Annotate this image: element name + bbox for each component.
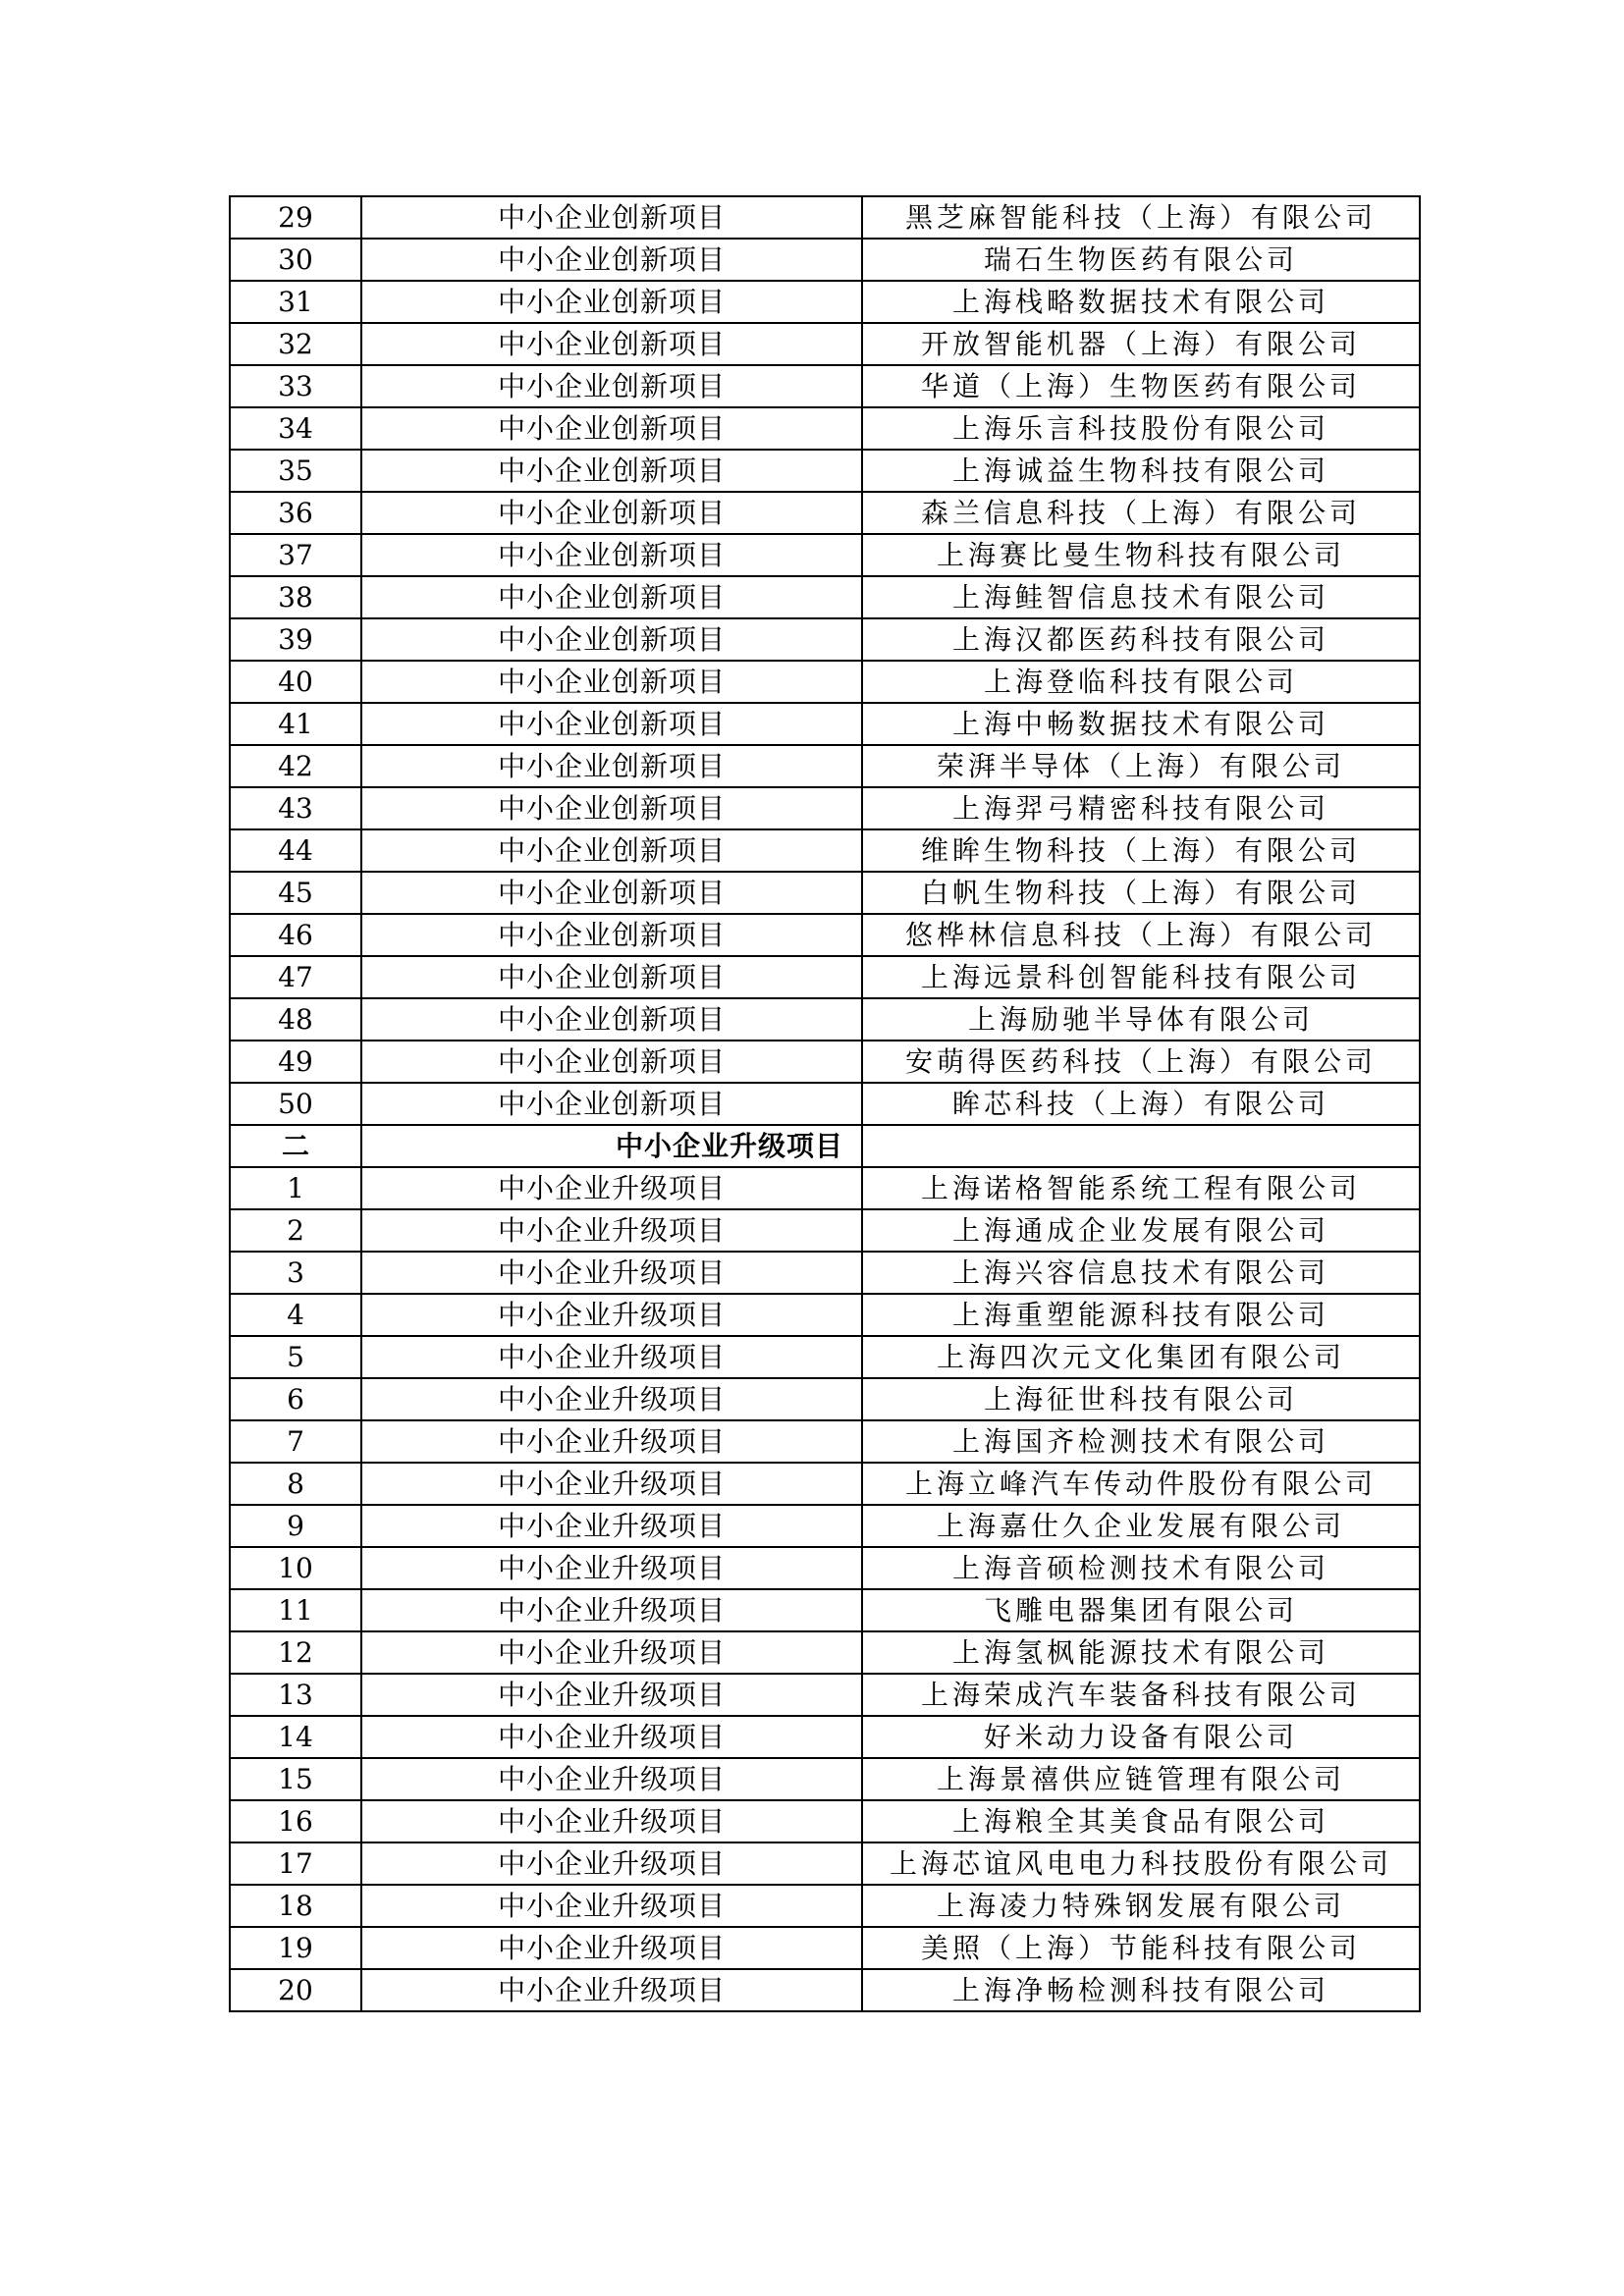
project-category-cell: 中小企业升级项目 [361,1420,862,1463]
company-name-cell: 上海中畅数据技术有限公司 [862,703,1420,745]
company-name-cell: 华道（上海）生物医药有限公司 [862,365,1420,407]
project-category-cell: 中小企业创新项目 [361,998,862,1041]
company-name-cell: 好米动力设备有限公司 [862,1716,1420,1758]
table-row [230,1083,1420,1125]
company-name-cell: 上海汉都医药科技有限公司 [862,618,1420,661]
row-number-cell: 36 [230,492,361,534]
project-category-cell: 中小企业创新项目 [361,576,862,618]
table-row [230,998,1420,1041]
project-category-cell: 中小企业升级项目 [361,1885,862,1927]
project-category-cell: 中小企业升级项目 [361,1547,862,1589]
row-number-cell: 45 [230,872,361,914]
project-category-cell: 中小企业创新项目 [361,1041,862,1083]
row-number-cell: 12 [230,1631,361,1674]
project-category-cell: 中小企业升级项目 [361,1505,862,1547]
project-category-cell: 中小企业升级项目 [361,1969,862,2011]
row-number-cell: 2 [230,1209,361,1252]
table-row [230,829,1420,872]
project-category-cell: 中小企业创新项目 [361,829,862,872]
company-name-cell: 黑芝麻智能科技（上海）有限公司 [862,196,1420,239]
company-name-cell: 上海立峰汽车传动件股份有限公司 [862,1463,1420,1505]
table-row [230,1420,1420,1463]
project-category-cell: 中小企业创新项目 [361,492,862,534]
project-category-cell: 中小企业升级项目 [361,1800,862,1842]
row-number-cell: 17 [230,1842,361,1885]
table-row [230,956,1420,998]
row-number-cell: 1 [230,1167,361,1209]
table-row [230,1041,1420,1083]
row-number-cell: 39 [230,618,361,661]
project-category-cell: 中小企业升级项目 [361,1125,862,1167]
table-row [230,407,1420,450]
project-category-cell: 中小企业升级项目 [361,1463,862,1505]
table-row [230,661,1420,703]
table-row [230,239,1420,281]
project-table-body [230,196,1420,2011]
table-row [230,1378,1420,1420]
project-category-cell: 中小企业创新项目 [361,365,862,407]
company-name-cell: 开放智能机器（上海）有限公司 [862,323,1420,365]
table-row [230,1463,1420,1505]
row-number-cell: 二 [230,1125,361,1167]
company-name-cell: 上海诺格智能系统工程有限公司 [862,1167,1420,1209]
company-name-cell: 上海景禧供应链管理有限公司 [862,1758,1420,1800]
table-row [230,323,1420,365]
table-row [230,1969,1420,2011]
project-category-cell: 中小企业创新项目 [361,661,862,703]
project-category-cell: 中小企业创新项目 [361,1083,862,1125]
company-name-cell: 上海重塑能源科技有限公司 [862,1294,1420,1336]
project-category-cell: 中小企业创新项目 [361,745,862,787]
row-number-cell: 41 [230,703,361,745]
table-row [230,1842,1420,1885]
company-name-cell: 上海芯谊风电电力科技股份有限公司 [862,1842,1420,1885]
section-header-row [230,1125,1420,1167]
company-name-cell: 上海远景科创智能科技有限公司 [862,956,1420,998]
project-category-cell: 中小企业创新项目 [361,281,862,323]
row-number-cell: 46 [230,914,361,956]
company-name-cell: 眸芯科技（上海）有限公司 [862,1083,1420,1125]
table-row [230,1294,1420,1336]
row-number-cell: 31 [230,281,361,323]
company-name-cell: 上海征世科技有限公司 [862,1378,1420,1420]
row-number-cell: 32 [230,323,361,365]
project-category-cell: 中小企业创新项目 [361,534,862,576]
project-category-cell: 中小企业升级项目 [361,1378,862,1420]
table-row [230,745,1420,787]
table-row [230,787,1420,829]
project-category-cell: 中小企业创新项目 [361,618,862,661]
project-category-cell: 中小企业创新项目 [361,956,862,998]
project-category-cell: 中小企业升级项目 [361,1167,862,1209]
company-name-cell: 上海嘉仕久企业发展有限公司 [862,1505,1420,1547]
row-number-cell: 7 [230,1420,361,1463]
table-row [230,1885,1420,1927]
project-category-cell: 中小企业创新项目 [361,196,862,239]
row-number-cell: 34 [230,407,361,450]
company-name-cell: 上海荣成汽车装备科技有限公司 [862,1674,1420,1716]
row-number-cell: 33 [230,365,361,407]
company-name-cell: 上海通成企业发展有限公司 [862,1209,1420,1252]
table-row [230,1252,1420,1294]
row-number-cell: 13 [230,1674,361,1716]
company-name-cell: 上海羿弓精密科技有限公司 [862,787,1420,829]
table-row [230,1209,1420,1252]
project-category-cell: 中小企业升级项目 [361,1252,862,1294]
project-category-cell: 中小企业创新项目 [361,872,862,914]
project-category-cell: 中小企业创新项目 [361,787,862,829]
project-category-cell: 中小企业创新项目 [361,323,862,365]
company-name-cell: 瑞石生物医药有限公司 [862,239,1420,281]
company-name-cell: 上海四次元文化集团有限公司 [862,1336,1420,1378]
row-number-cell: 10 [230,1547,361,1589]
row-number-cell: 16 [230,1800,361,1842]
project-category-cell: 中小企业升级项目 [361,1336,862,1378]
row-number-cell: 3 [230,1252,361,1294]
table-row [230,1589,1420,1631]
row-number-cell: 29 [230,196,361,239]
row-number-cell: 38 [230,576,361,618]
table-row [230,1631,1420,1674]
table-row [230,492,1420,534]
table-row [230,196,1420,239]
table-row [230,1336,1420,1378]
project-category-cell: 中小企业升级项目 [361,1716,862,1758]
row-number-cell: 49 [230,1041,361,1083]
company-name-cell: 悠桦林信息科技（上海）有限公司 [862,914,1420,956]
table-row [230,914,1420,956]
company-name-cell: 上海登临科技有限公司 [862,661,1420,703]
table-row [230,1505,1420,1547]
row-number-cell: 15 [230,1758,361,1800]
company-name-cell: 上海赛比曼生物科技有限公司 [862,534,1420,576]
row-number-cell: 44 [230,829,361,872]
project-category-cell: 中小企业升级项目 [361,1842,862,1885]
row-number-cell: 48 [230,998,361,1041]
row-number-cell: 8 [230,1463,361,1505]
company-name-cell: 上海凌力特殊钢发展有限公司 [862,1885,1420,1927]
project-category-cell: 中小企业创新项目 [361,703,862,745]
table-row [230,1758,1420,1800]
table-row [230,703,1420,745]
project-table [229,195,1421,2012]
row-number-cell: 37 [230,534,361,576]
row-number-cell: 40 [230,661,361,703]
company-name-cell [862,1125,1420,1167]
row-number-cell: 42 [230,745,361,787]
company-name-cell: 上海氢枫能源技术有限公司 [862,1631,1420,1674]
company-name-cell: 上海励驰半导体有限公司 [862,998,1420,1041]
table-row [230,365,1420,407]
row-number-cell: 5 [230,1336,361,1378]
row-number-cell: 47 [230,956,361,998]
project-category-cell: 中小企业升级项目 [361,1758,862,1800]
row-number-cell: 43 [230,787,361,829]
table-row [230,576,1420,618]
project-category-cell: 中小企业创新项目 [361,914,862,956]
company-name-cell: 上海乐言科技股份有限公司 [862,407,1420,450]
company-name-cell: 上海国齐检测技术有限公司 [862,1420,1420,1463]
row-number-cell: 30 [230,239,361,281]
company-name-cell: 飞雕电器集团有限公司 [862,1589,1420,1631]
company-name-cell: 上海栈略数据技术有限公司 [862,281,1420,323]
company-name-cell: 上海兴容信息技术有限公司 [862,1252,1420,1294]
table-row [230,1547,1420,1589]
table-row [230,872,1420,914]
row-number-cell: 11 [230,1589,361,1631]
row-number-cell: 35 [230,450,361,492]
table-row [230,1167,1420,1209]
table-row [230,534,1420,576]
company-name-cell: 安萌得医药科技（上海）有限公司 [862,1041,1420,1083]
row-number-cell: 4 [230,1294,361,1336]
project-category-cell: 中小企业创新项目 [361,407,862,450]
table-row [230,1716,1420,1758]
project-category-cell: 中小企业升级项目 [361,1631,862,1674]
table-row [230,618,1420,661]
row-number-cell: 20 [230,1969,361,2011]
row-number-cell: 18 [230,1885,361,1927]
company-name-cell: 上海鲑智信息技术有限公司 [862,576,1420,618]
table-row [230,1927,1420,1969]
project-category-cell: 中小企业升级项目 [361,1927,862,1969]
company-name-cell: 上海诚益生物科技有限公司 [862,450,1420,492]
company-name-cell: 森兰信息科技（上海）有限公司 [862,492,1420,534]
company-name-cell: 白帆生物科技（上海）有限公司 [862,872,1420,914]
row-number-cell: 9 [230,1505,361,1547]
row-number-cell: 50 [230,1083,361,1125]
row-number-cell: 19 [230,1927,361,1969]
table-row [230,1674,1420,1716]
project-category-cell: 中小企业升级项目 [361,1209,862,1252]
project-category-cell: 中小企业创新项目 [361,450,862,492]
company-name-cell: 维眸生物科技（上海）有限公司 [862,829,1420,872]
company-name-cell: 上海音硕检测技术有限公司 [862,1547,1420,1589]
project-category-cell: 中小企业升级项目 [361,1674,862,1716]
row-number-cell: 6 [230,1378,361,1420]
row-number-cell: 14 [230,1716,361,1758]
project-category-cell: 中小企业升级项目 [361,1294,862,1336]
company-name-cell: 荣湃半导体（上海）有限公司 [862,745,1420,787]
company-name-cell: 上海净畅检测科技有限公司 [862,1969,1420,2011]
company-name-cell: 美照（上海）节能科技有限公司 [862,1927,1420,1969]
project-category-cell: 中小企业创新项目 [361,239,862,281]
project-category-cell: 中小企业升级项目 [361,1589,862,1631]
table-row [230,281,1420,323]
table-row [230,450,1420,492]
company-name-cell: 上海粮全其美食品有限公司 [862,1800,1420,1842]
table-row [230,1800,1420,1842]
